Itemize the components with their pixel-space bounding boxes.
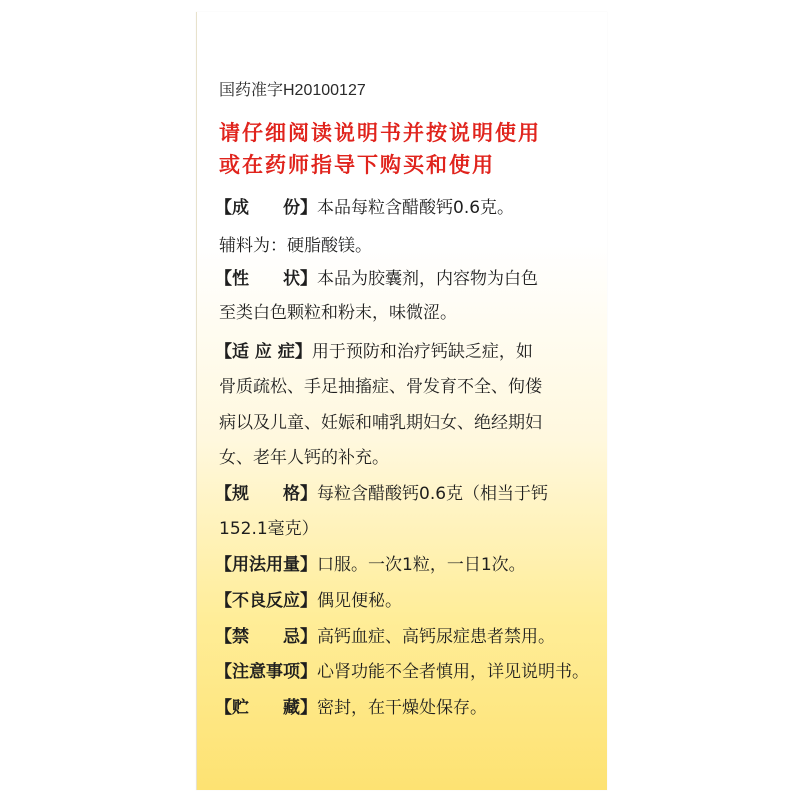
storage-row: [215, 693, 487, 718]
indications-text-2: 骨质疏松、手足抽搐症、骨发育不全、佝偻: [219, 377, 542, 397]
indications-text-4: 女、老年人钙的补充。: [219, 448, 389, 468]
warning-line-1: 请仔细阅读说明书并按说明使用: [219, 121, 541, 145]
indications-label: 【适 应 症】: [215, 342, 312, 362]
indications-row: [215, 337, 533, 362]
indications-text: 用于预防和治疗钙缺乏症，如: [311, 342, 533, 362]
ingredients-label: 【成 份】: [215, 198, 317, 218]
specification-text-2: 152.1毫克）: [219, 519, 319, 539]
specification-text: 每粒含醋酸钙0.6克（相当于钙: [317, 484, 549, 504]
description-row: [215, 264, 538, 289]
contraindications-text: 高钙血症、高钙尿症患者禁用。: [317, 627, 555, 647]
dosage-row: [215, 550, 526, 575]
specification-label: 【规 格】: [215, 484, 317, 504]
adverse-reactions-label: 【不良反应】: [215, 591, 317, 611]
ingredients-excipient: 辅料为：硬脂酸镁。: [219, 236, 372, 256]
warning-line-2: 或在药师指导下购买和使用: [219, 153, 495, 177]
approval-number: 国药准字H20100127: [219, 82, 366, 99]
precautions-row: [215, 657, 589, 682]
storage-text: 密封，在干燥处保存。: [317, 698, 487, 718]
storage-label: 【贮 藏】: [215, 698, 317, 718]
adverse-reactions-row: [215, 586, 402, 611]
description-text: 本品为胶囊剂，内容物为白色: [317, 269, 538, 289]
precautions-label: 【注意事项】: [215, 662, 317, 682]
adverse-reactions-text: 偶见便秘。: [317, 591, 402, 611]
precautions-text: 心肾功能不全者慎用，详见说明书。: [317, 662, 589, 682]
specification-row: [215, 479, 548, 504]
contraindications-label: 【禁 忌】: [215, 627, 317, 647]
contraindications-row: [215, 622, 555, 647]
indications-text-3: 病以及儿童、妊娠和哺乳期妇女、绝经期妇: [219, 413, 542, 433]
dosage-text: 口服。一次1粒，一日1次。: [317, 555, 526, 575]
description-text-2: 至类白色颗粒和粉末，味微涩。: [219, 303, 457, 323]
ingredients-text: 本品每粒含醋酸钙0.6克。: [317, 198, 515, 218]
ingredients-row: [215, 193, 514, 218]
description-label: 【性 状】: [215, 269, 317, 289]
dosage-label: 【用法用量】: [215, 555, 317, 575]
